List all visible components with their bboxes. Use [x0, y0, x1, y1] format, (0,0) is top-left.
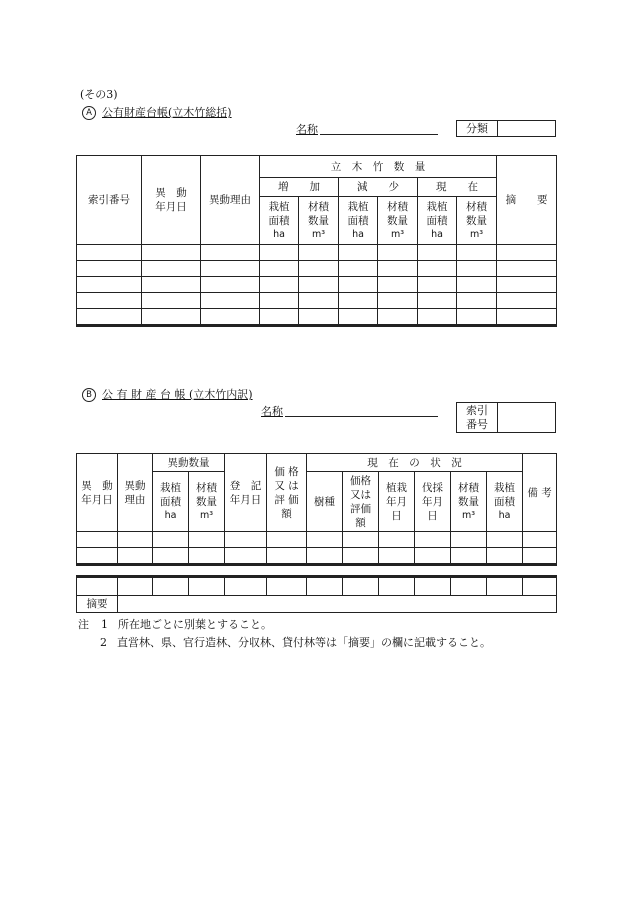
header-change-reason: 異動理由 — [201, 156, 260, 245]
header-current: 現 在 — [418, 178, 497, 197]
index-label-1: 索引 — [466, 404, 488, 417]
header-planting-date: 植栽 年月 日 — [379, 472, 415, 532]
table-break-rule — [76, 563, 557, 566]
header-summary: 摘 要 — [497, 156, 557, 245]
note-1 — [78, 616, 272, 632]
table-row — [77, 309, 557, 325]
header-change-qty: 異動数量 — [153, 454, 225, 472]
section-a-title-row — [82, 104, 232, 120]
class-value-field[interactable] — [497, 120, 556, 137]
section-a-name-line — [296, 121, 438, 135]
header-area: 栽植 面積 ha — [153, 472, 189, 532]
header-price: 価 格 又 は 評 価 額 — [267, 454, 307, 532]
table-end-rule — [76, 324, 557, 327]
name-underline — [285, 416, 438, 417]
table-row — [77, 277, 557, 293]
continuation-top-rule — [76, 575, 557, 578]
table-row — [77, 261, 557, 277]
header-current-status: 現 在 の 状 況 — [307, 454, 523, 472]
header-price2: 価格 又は 評価 額 — [343, 472, 379, 532]
table-row — [77, 245, 557, 261]
header-area2: 栽植 面積 ha — [487, 472, 523, 532]
index-no-label-box — [456, 402, 498, 433]
section-b-table-continued — [76, 576, 557, 613]
header-volume2: 材積 数量 m³ — [451, 472, 487, 532]
header-change-date: 異 動 年月日 — [142, 156, 201, 245]
header-species: 樹種 — [307, 472, 343, 532]
table-row — [77, 577, 557, 596]
section-a-table — [76, 155, 557, 325]
header-volume: 材積 数量 m³ — [457, 197, 497, 245]
note-1-text: 所在地ごとに別葉とすること。 — [118, 618, 272, 631]
section-b-title-row — [82, 386, 253, 402]
header-change-reason: 異動 理由 — [118, 454, 153, 532]
header-decrease: 減 少 — [339, 178, 418, 197]
summary-label: 摘要 — [77, 596, 118, 613]
class-label: 分類 — [466, 122, 488, 135]
summary-row — [77, 596, 557, 613]
section-a-title: 公有財産台帳(立木竹総括) — [102, 106, 232, 119]
circled-b-icon: B — [82, 388, 96, 402]
header-index-no: 索引番号 — [77, 156, 142, 245]
section-b-table — [76, 453, 557, 564]
section-a-name-label: 名称 — [296, 123, 318, 136]
header-cutting-date: 伐採 年月 日 — [415, 472, 451, 532]
note-1-number: 1 — [101, 618, 108, 631]
section-b-name-line — [261, 403, 438, 417]
header-area: 栽植 面積 ha — [339, 197, 378, 245]
header-remarks: 備 考 — [523, 454, 557, 532]
summary-field[interactable] — [118, 596, 557, 613]
header-change-date: 異 動 年月日 — [77, 454, 118, 532]
header-increase: 増 加 — [260, 178, 339, 197]
table-row — [77, 532, 557, 548]
header-area: 栽植 面積 ha — [260, 197, 299, 245]
note-prefix: 注 — [78, 618, 89, 631]
header-volume: 材積 数量 m³ — [378, 197, 418, 245]
header-standing-qty: 立 木 竹 数 量 — [260, 156, 497, 178]
section-b-name-label: 名称 — [261, 405, 283, 418]
note-2-text: 直営林、県、官行造林、分収林、貸付林等は「摘要」の欄に記載すること。 — [117, 636, 491, 649]
note-2-number: 2 — [100, 636, 107, 649]
header-volume: 材積 数量 m³ — [299, 197, 339, 245]
table-row — [77, 548, 557, 564]
index-label-2: 番号 — [466, 418, 488, 431]
header-area: 栽植 面積 ha — [418, 197, 457, 245]
class-label-box — [456, 120, 498, 137]
circled-a-icon: A — [82, 106, 96, 120]
header-volume: 材積 数量 m³ — [189, 472, 225, 532]
name-underline — [320, 134, 438, 135]
table-row — [77, 293, 557, 309]
part-label: (その3) — [80, 88, 118, 101]
index-no-value-field[interactable] — [497, 402, 556, 433]
header-registration-date: 登 記 年月日 — [225, 454, 267, 532]
note-2 — [78, 634, 491, 650]
section-b-title: 公 有 財 産 台 帳 (立木竹内訳) — [102, 388, 253, 401]
